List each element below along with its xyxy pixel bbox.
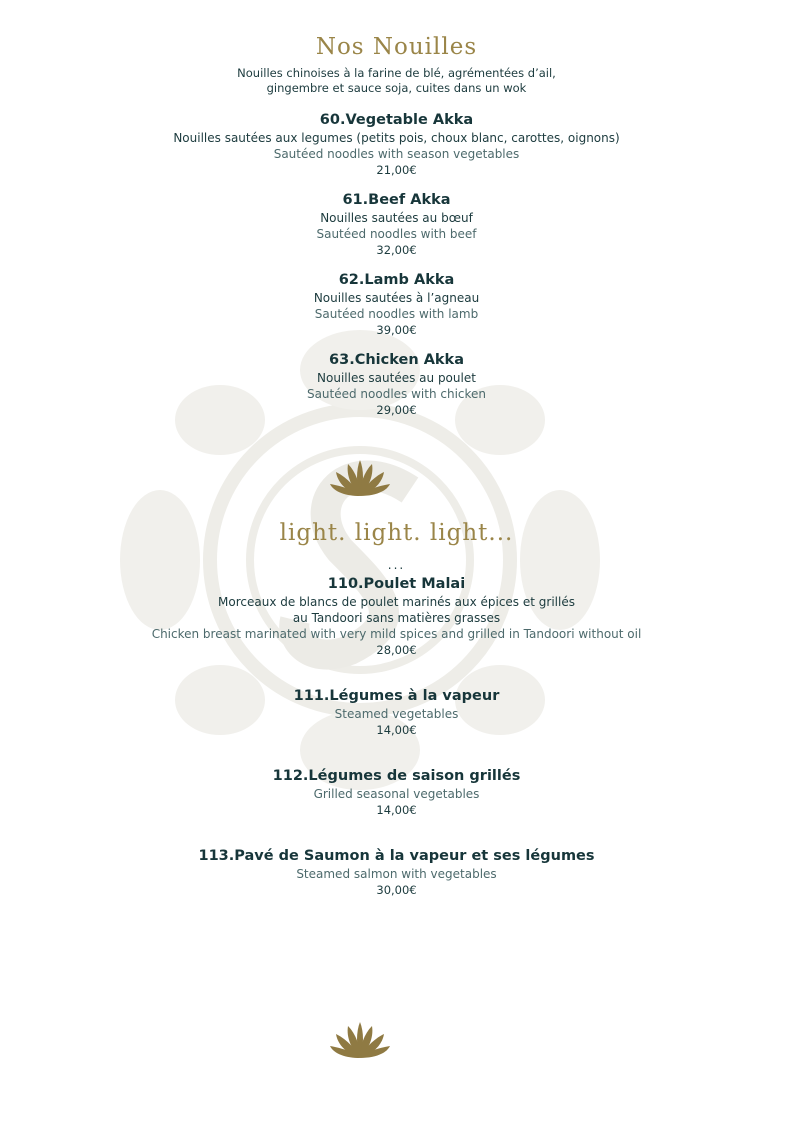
menu-item [0, 575, 793, 658]
item-description-fr: Nouilles sautées au poulet [317, 371, 476, 385]
menu-item [0, 687, 793, 738]
lotus-fan-icon [330, 1020, 390, 1060]
item-name: 110.Poulet Malai [327, 576, 466, 592]
item-price: 29,00€ [376, 403, 417, 417]
item-description-en: Grilled seasonal vegetables [313, 787, 480, 801]
item-description-en: Sautéed noodles with season vegetables [273, 147, 520, 161]
item-name: 60.Vegetable Akka [319, 112, 474, 128]
item-name: 61.Beef Akka [342, 192, 451, 208]
item-price: 28,00€ [376, 643, 417, 657]
item-price: 30,00€ [376, 883, 417, 897]
item-name: 111.Légumes à la vapeur [293, 688, 500, 704]
item-description-fr: Nouilles sautées à l’agneau [313, 291, 480, 305]
item-name: 63.Chicken Akka [329, 352, 464, 368]
item-description-fr: Nouilles sautées au bœuf [320, 211, 473, 225]
menu-item [0, 191, 793, 258]
menu-item [0, 767, 793, 818]
menu-item [0, 111, 793, 178]
item-description-en: Sautéed noodles with chicken [306, 387, 487, 401]
item-description-en: Steamed salmon with vegetables [296, 867, 497, 881]
item-name: 62.Lamb Akka [338, 272, 455, 288]
intro-line: gingembre et sauce soja, cuites dans un wok [266, 81, 527, 95]
item-price: 21,00€ [376, 163, 417, 177]
item-price: 39,00€ [376, 323, 417, 337]
ellipsis-separator: ... [387, 558, 406, 572]
item-price: 14,00€ [376, 803, 417, 817]
item-price: 14,00€ [376, 723, 417, 737]
section-intro [0, 66, 793, 96]
item-price: 32,00€ [376, 243, 417, 257]
item-name: 113.Pavé de Saumon à la vapeur et ses légumes [198, 848, 595, 864]
item-description-en: Sautéed noodles with lamb [314, 307, 479, 321]
item-description-fr: Morceaux de blancs de poulet marinés aux épices et grillés [218, 595, 575, 609]
section-title-light: light. light. light... [279, 520, 514, 546]
intro-line: Nouilles chinoises à la farine de blé, agrémentées d’ail, [237, 66, 556, 80]
section-title-noodles: Nos Nouilles [315, 34, 478, 60]
menu-item [0, 271, 793, 338]
item-description-en: Sautéed noodles with beef [316, 227, 477, 241]
item-description-fr: au Tandoori sans matières grasses [292, 611, 501, 625]
menu-item [0, 351, 793, 418]
item-description-en: Chicken breast marinated with very mild spices and grilled in Tandoori without oil [151, 627, 642, 641]
item-name: 112.Légumes de saison grillés [272, 768, 521, 784]
menu-item [0, 847, 793, 898]
lotus-fan-icon [330, 458, 390, 498]
item-description-fr: Nouilles sautées aux legumes (petits pois, choux blanc, carottes, oignons) [173, 131, 620, 145]
item-description-en: Steamed vegetables [334, 707, 459, 721]
